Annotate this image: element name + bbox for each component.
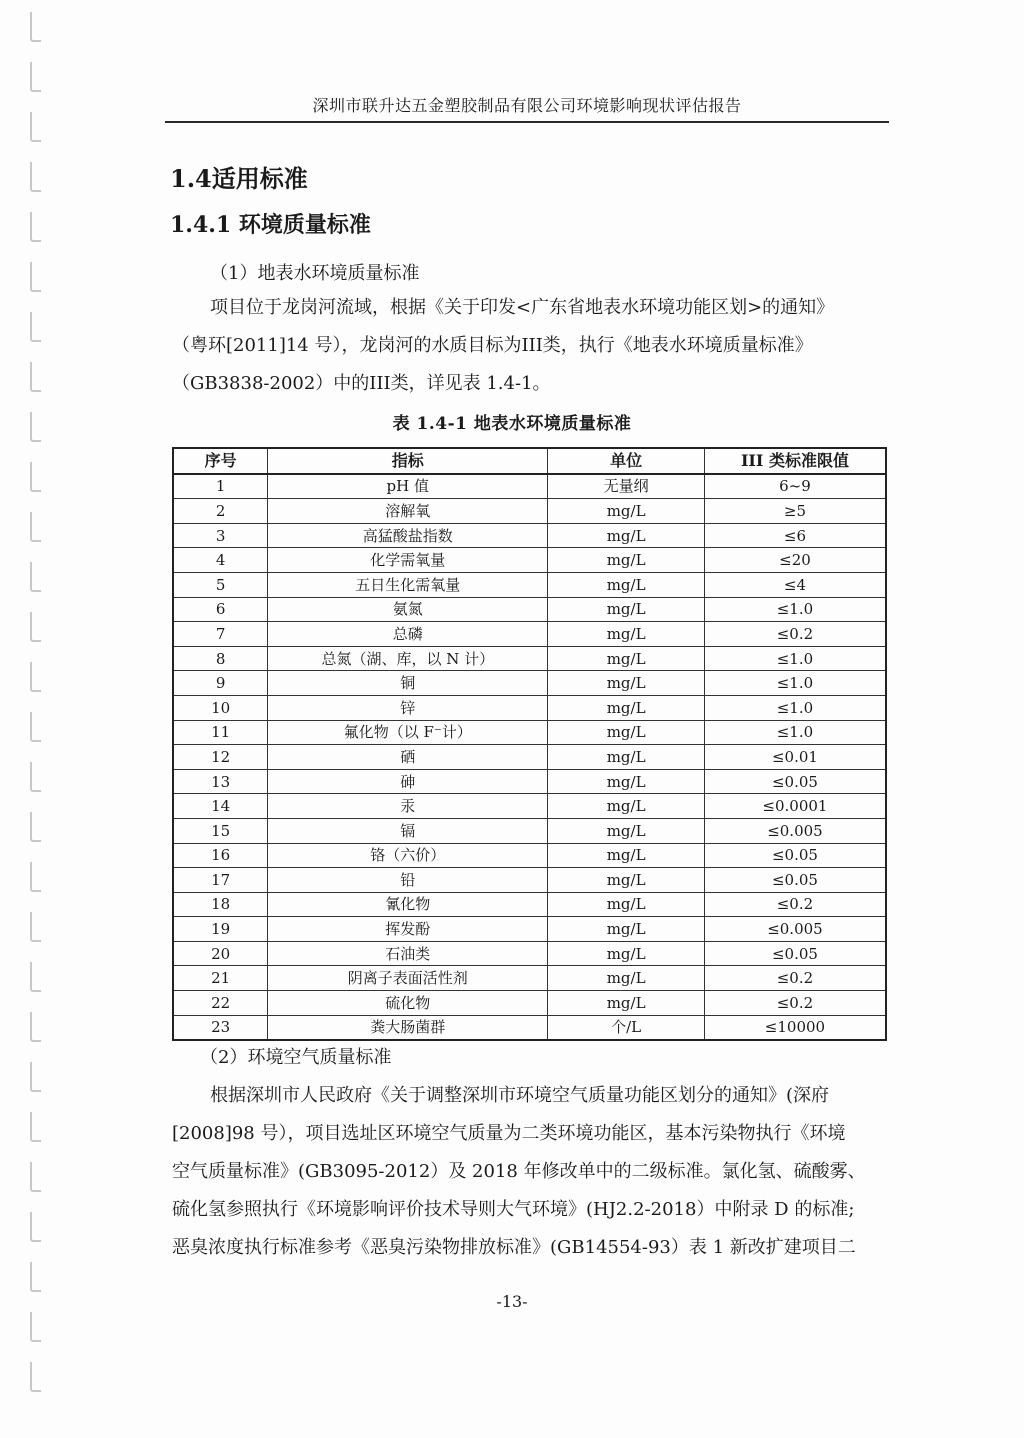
table-row: [173, 794, 886, 819]
air-quality-heading: （2）环境空气质量标准: [200, 1047, 392, 1068]
row-number-cell: 23: [173, 1015, 268, 1040]
table-caption: 表 1.4-1 地表水环境质量标准: [392, 414, 632, 434]
binding-hole: [30, 1012, 41, 1042]
binding-hole: [30, 912, 41, 942]
unit-cell: mg/L: [548, 892, 705, 917]
binding-hole: [30, 12, 41, 42]
row-number-cell: 20: [173, 941, 268, 966]
table-row: [173, 695, 886, 720]
row-number-cell: 18: [173, 892, 268, 917]
table-header-row: [173, 448, 886, 474]
unit-cell: mg/L: [548, 818, 705, 843]
header-rule: [165, 121, 889, 123]
binding-hole: [30, 512, 41, 542]
limit-cell: ≤1.0: [704, 695, 886, 720]
indicator-cell: 挥发酚: [268, 917, 548, 942]
table-row: [173, 646, 886, 671]
row-number-cell: 13: [173, 769, 268, 794]
binding-hole: [30, 612, 41, 642]
limit-cell: ≤20: [704, 548, 886, 573]
binding-hole: [30, 662, 41, 692]
limit-cell: ≤0.2: [704, 622, 886, 647]
row-number-cell: 11: [173, 720, 268, 745]
indicator-cell: 锌: [268, 695, 548, 720]
unit-cell: mg/L: [548, 843, 705, 868]
unit-cell: mg/L: [548, 966, 705, 991]
surface-water-line-2: （粤环[2011]14 号），龙岗河的水质目标为III类，执行《地表水环境质量标准》: [172, 335, 813, 356]
table-row: [173, 1015, 886, 1040]
row-number-cell: 4: [173, 548, 268, 573]
table-row: [173, 769, 886, 794]
limit-cell: ≤0.05: [704, 941, 886, 966]
indicator-cell: 粪大肠菌群: [268, 1015, 548, 1040]
unit-cell: mg/L: [548, 695, 705, 720]
row-number-cell: 15: [173, 818, 268, 843]
page-number: -13-: [496, 1292, 528, 1311]
indicator-cell: 铬（六价）: [268, 843, 548, 868]
limit-cell: ≤1.0: [704, 646, 886, 671]
unit-cell: mg/L: [548, 868, 705, 893]
unit-cell: mg/L: [548, 720, 705, 745]
indicator-cell: 镉: [268, 818, 548, 843]
limit-cell: ≤0.05: [704, 843, 886, 868]
table-body: [173, 474, 886, 1041]
indicator-cell: 溶解氧: [268, 499, 548, 524]
indicator-cell: 高猛酸盐指数: [268, 523, 548, 548]
table-row: [173, 474, 886, 499]
unit-cell: mg/L: [548, 646, 705, 671]
indicator-cell: 化学需氧量: [268, 548, 548, 573]
row-number-cell: 3: [173, 523, 268, 548]
row-number-cell: 6: [173, 597, 268, 622]
column-header: 序号: [173, 448, 268, 474]
row-number-cell: 2: [173, 499, 268, 524]
row-number-cell: 10: [173, 695, 268, 720]
air-quality-line-4: 硫化氢参照执行《环境影响评价技术导则大气环境》(HJ2.2-2018）中附录 D 的标准;: [172, 1199, 855, 1220]
column-header: 指标: [268, 448, 548, 474]
row-number-cell: 9: [173, 671, 268, 696]
subsection-title: 1.4.1 环境质量标准: [170, 212, 371, 238]
row-number-cell: 12: [173, 745, 268, 770]
binding-hole: [30, 1312, 41, 1342]
limit-cell: ≤10000: [704, 1015, 886, 1040]
report-header: 深圳市联升达五金塑胶制品有限公司环境影响现状评估报告: [312, 96, 742, 115]
table-row: [173, 548, 886, 573]
table-row: [173, 720, 886, 745]
table-row: [173, 572, 886, 597]
table-row: [173, 843, 886, 868]
binding-hole: [30, 312, 41, 342]
binding-hole: [30, 362, 41, 392]
indicator-cell: 汞: [268, 794, 548, 819]
indicator-cell: 氟化物（以 F⁻计）: [268, 720, 548, 745]
table-row: [173, 745, 886, 770]
unit-cell: mg/L: [548, 622, 705, 647]
limit-cell: ≤1.0: [704, 671, 886, 696]
table-row: [173, 917, 886, 942]
binding-hole: [30, 112, 41, 142]
unit-cell: mg/L: [548, 523, 705, 548]
indicator-cell: 氰化物: [268, 892, 548, 917]
table-row: [173, 818, 886, 843]
table-row: [173, 499, 886, 524]
water-quality-table: [172, 447, 887, 1041]
row-number-cell: 7: [173, 622, 268, 647]
surface-water-heading: （1）地表水环境质量标准: [210, 263, 420, 284]
unit-cell: mg/L: [548, 769, 705, 794]
binding-hole: [30, 262, 41, 292]
column-header: 单位: [548, 448, 705, 474]
table-row: [173, 868, 886, 893]
binding-hole: [30, 1212, 41, 1242]
limit-cell: ≤6: [704, 523, 886, 548]
limit-cell: ≤1.0: [704, 720, 886, 745]
indicator-cell: 阴离子表面活性剂: [268, 966, 548, 991]
table-row: [173, 597, 886, 622]
binding-hole: [30, 762, 41, 792]
binding-hole: [30, 712, 41, 742]
surface-water-line-1: 项目位于龙岗河流域，根据《关于印发<广东省地表水环境功能区划>的通知》: [210, 297, 835, 318]
air-quality-line-3: 空气质量标准》(GB3095-2012）及 2018 年修改单中的二级标准。氯化氢、硫酸雾、: [172, 1161, 866, 1182]
indicator-cell: 砷: [268, 769, 548, 794]
limit-cell: ≤4: [704, 572, 886, 597]
indicator-cell: 硒: [268, 745, 548, 770]
air-quality-line-5: 恶臭浓度执行标准参考《恶臭污染物排放标准》(GB14554-93）表 1 新改扩建项目二: [172, 1237, 856, 1258]
binding-hole: [30, 1112, 41, 1142]
limit-cell: ≤0.005: [704, 917, 886, 942]
unit-cell: mg/L: [548, 917, 705, 942]
table-row: [173, 622, 886, 647]
air-quality-line-1: 根据深圳市人民政府《关于调整深圳市环境空气质量功能区划分的通知》(深府: [210, 1085, 830, 1106]
limit-cell: 6~9: [704, 474, 886, 499]
table-row: [173, 966, 886, 991]
binding-hole: [30, 462, 41, 492]
indicator-cell: 铅: [268, 868, 548, 893]
limit-cell: ≤0.05: [704, 769, 886, 794]
row-number-cell: 22: [173, 991, 268, 1016]
indicator-cell: 总氮（湖、库，以 N 计）: [268, 646, 548, 671]
unit-cell: mg/L: [548, 499, 705, 524]
binding-hole: [30, 162, 41, 192]
row-number-cell: 5: [173, 572, 268, 597]
unit-cell: mg/L: [548, 941, 705, 966]
binding-hole: [30, 1362, 41, 1392]
limit-cell: ≤0.2: [704, 991, 886, 1016]
row-number-cell: 17: [173, 868, 268, 893]
surface-water-line-3: （GB3838-2002）中的III类，详见表 1.4-1。: [172, 373, 551, 394]
indicator-cell: 总磷: [268, 622, 548, 647]
row-number-cell: 1: [173, 474, 268, 499]
unit-cell: mg/L: [548, 572, 705, 597]
limit-cell: ≤0.0001: [704, 794, 886, 819]
limit-cell: ≥5: [704, 499, 886, 524]
row-number-cell: 16: [173, 843, 268, 868]
indicator-cell: 铜: [268, 671, 548, 696]
binding-hole: [30, 212, 41, 242]
limit-cell: ≤0.2: [704, 966, 886, 991]
air-quality-line-2: [2008]98 号），项目选址区环境空气质量为二类环境功能区，基本污染物执行《环境: [172, 1123, 846, 1144]
indicator-cell: 五日生化需氧量: [268, 572, 548, 597]
unit-cell: mg/L: [548, 597, 705, 622]
limit-cell: ≤0.2: [704, 892, 886, 917]
indicator-cell: 氨氮: [268, 597, 548, 622]
binding-hole: [30, 962, 41, 992]
limit-cell: ≤1.0: [704, 597, 886, 622]
unit-cell: mg/L: [548, 548, 705, 573]
table-row: [173, 671, 886, 696]
table-row: [173, 892, 886, 917]
column-header: III 类标准限值: [704, 448, 886, 474]
unit-cell: mg/L: [548, 794, 705, 819]
binding-hole: [30, 1162, 41, 1192]
limit-cell: ≤0.05: [704, 868, 886, 893]
row-number-cell: 19: [173, 917, 268, 942]
row-number-cell: 21: [173, 966, 268, 991]
row-number-cell: 14: [173, 794, 268, 819]
unit-cell: 个/L: [548, 1015, 705, 1040]
unit-cell: mg/L: [548, 745, 705, 770]
section-title: 1.4适用标准: [170, 164, 308, 193]
table-row: [173, 523, 886, 548]
unit-cell: mg/L: [548, 671, 705, 696]
binding-hole: [30, 1262, 41, 1292]
row-number-cell: 8: [173, 646, 268, 671]
table-row: [173, 941, 886, 966]
binding-hole: [30, 62, 41, 92]
limit-cell: ≤0.005: [704, 818, 886, 843]
unit-cell: 无量纲: [548, 474, 705, 499]
indicator-cell: 硫化物: [268, 991, 548, 1016]
indicator-cell: 石油类: [268, 941, 548, 966]
indicator-cell: pH 值: [268, 474, 548, 499]
binding-hole: [30, 1062, 41, 1092]
limit-cell: ≤0.01: [704, 745, 886, 770]
binding-hole: [30, 562, 41, 592]
table-row: [173, 991, 886, 1016]
binding-hole: [30, 862, 41, 892]
binding-hole: [30, 812, 41, 842]
unit-cell: mg/L: [548, 991, 705, 1016]
